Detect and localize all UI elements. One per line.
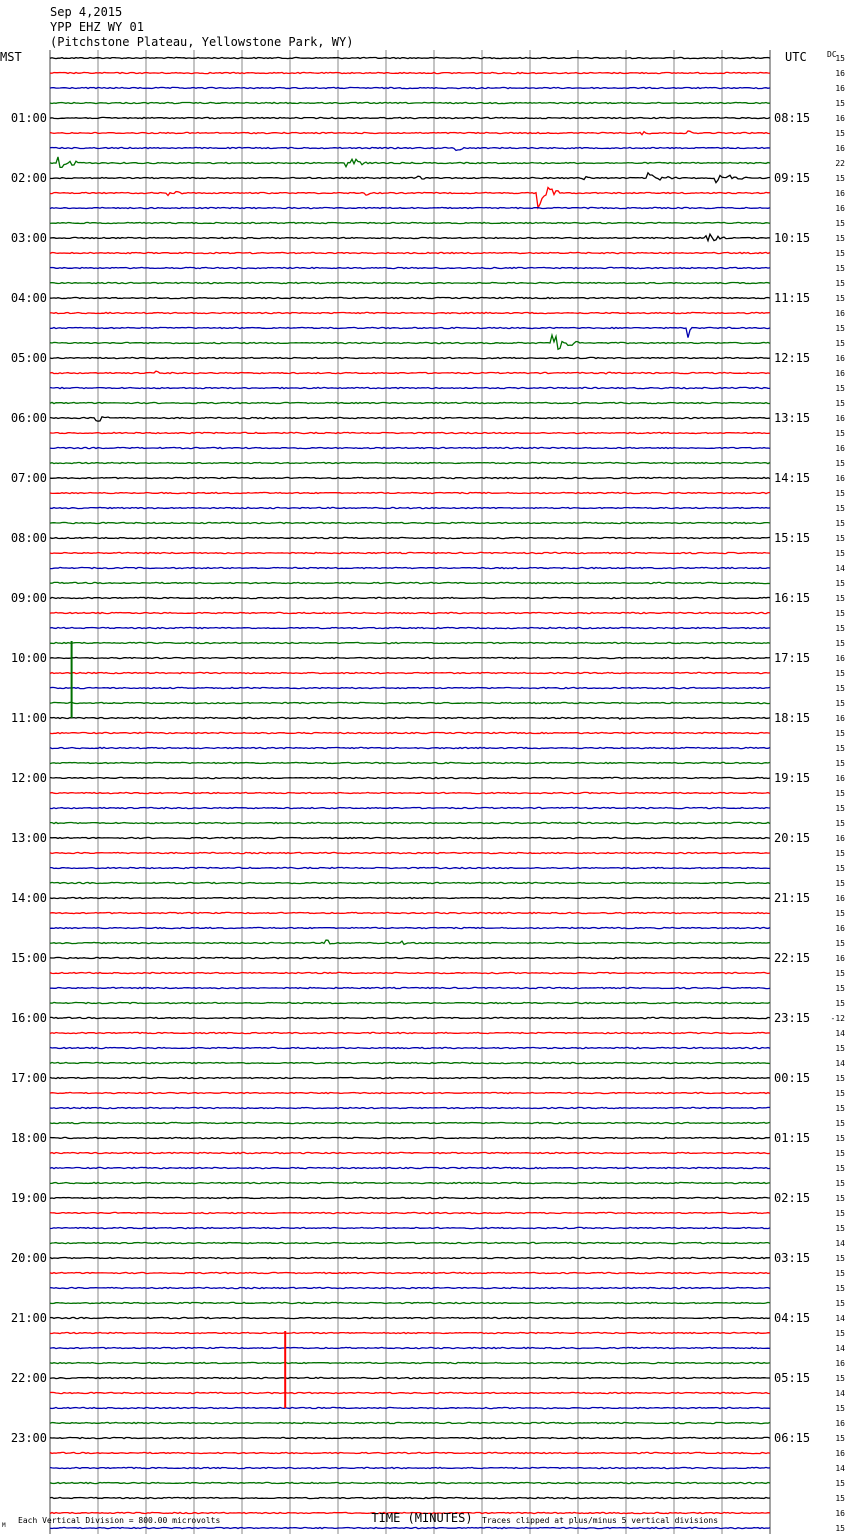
dc-offset-label: 16 [835,654,845,663]
dc-offset-label: 15 [835,1194,845,1203]
dc-offset-label: 15 [835,264,845,273]
trace-row [50,852,770,853]
trace-row [50,432,770,433]
utc-hour-label: 15:15 [774,531,811,545]
trace-row [50,702,770,703]
dc-offset-label: 15 [835,519,845,528]
dc-offset-label: 15 [835,879,845,888]
dc-offset-labels [831,54,846,1534]
trace-row [50,1527,770,1528]
trace-row [50,940,770,944]
mst-hour-label: 12:00 [10,771,47,785]
mst-hour-labels [11,111,47,1445]
trace-row [50,1092,770,1093]
trace-row [50,1467,770,1468]
dc-offset-label: 15 [835,1134,845,1143]
dc-offset-label: 15 [835,1329,845,1338]
trace-row [50,1122,770,1123]
mst-hour-label: 08:00 [10,531,47,545]
trace-row [50,762,770,763]
dc-offset-label: 16 [835,894,845,903]
dc-offset-label: 14 [835,564,845,573]
dc-offset-label: 16 [835,1509,845,1518]
utc-hour-label: 02:15 [774,1191,811,1205]
utc-hour-label: 05:15 [774,1371,811,1385]
dc-offset-label: -12 [830,1014,845,1023]
dc-offset-label: 15 [835,744,845,753]
left-timezone-label: MST [0,50,22,64]
utc-hour-label: 01:15 [774,1131,811,1145]
dc-offset-label: 15 [835,459,845,468]
trace-row [50,252,770,253]
trace-row [50,807,770,808]
dc-offset-label: 15 [835,1089,845,1098]
dc-offset-label: 15 [835,1119,845,1128]
dc-offset-label: 15 [835,579,845,588]
dc-offset-label: 14 [835,1029,845,1038]
trace-row [50,1362,770,1363]
trace-row [50,371,770,374]
trace-row [50,1422,770,1423]
trace-row [50,188,770,208]
dc-offset-label: 15 [835,129,845,138]
dc-offset-label: 15 [835,969,845,978]
dc-offset-label: 15 [835,1179,845,1188]
trace-row [50,567,770,568]
dc-offset-label: 15 [835,1104,845,1113]
trace-row [50,1347,770,1348]
mst-hour-label: 03:00 [10,231,47,245]
trace-row [50,157,770,168]
trace-row [50,612,770,613]
dc-offset-label: 16 [835,69,845,78]
trace-row [50,627,770,628]
dc-offset-label: 15 [835,684,845,693]
trace-row [50,327,770,337]
utc-hour-label: 03:15 [774,1251,811,1265]
trace-row [50,792,770,793]
dc-offset-label: 16 [835,1419,845,1428]
dc-offset-label: 14 [835,1389,845,1398]
mst-hour-label: 18:00 [10,1131,47,1145]
dc-offset-label: 15 [835,594,845,603]
dc-offset-label: 15 [835,1269,845,1278]
dc-offset-label: 15 [835,1284,845,1293]
dc-offset-label: 15 [835,54,845,63]
trace-row [50,1017,770,1018]
dc-offset-label: 15 [835,939,845,948]
dc-offset-label: 15 [835,999,845,1008]
dc-offset-label: 15 [835,1149,845,1158]
trace-row [50,747,770,748]
utc-hour-label: 19:15 [774,771,811,785]
dc-offset-label: 15 [835,549,845,558]
trace-row [50,987,770,988]
mst-hour-label: 04:00 [10,291,47,305]
trace-row [50,1287,770,1288]
dc-offset-label: 16 [835,189,845,198]
trace-row [50,173,770,183]
dc-offset-label: 15 [835,429,845,438]
trace-row [50,1002,770,1003]
utc-hour-label: 23:15 [774,1011,811,1025]
trace-row [50,672,770,673]
mst-hour-label: 23:00 [10,1431,47,1445]
dc-offset-label: 15 [835,534,845,543]
dc-offset-label: 15 [835,1524,845,1533]
dc-offset-label: 15 [835,249,845,258]
trace-row [50,462,770,463]
trace-row [50,1317,770,1318]
trace-row [50,131,770,135]
dc-offset-label: 15 [835,99,845,108]
mst-hour-label: 21:00 [10,1311,47,1325]
trace-row [50,912,770,913]
station-location: (Pitchstone Plateau, Yellowstone Park, WY) [50,35,354,49]
trace-row [50,1227,770,1228]
mst-hour-label: 07:00 [10,471,47,485]
mst-hour-label: 09:00 [10,591,47,605]
dc-offset-label: 15 [835,639,845,648]
mst-hour-label: 01:00 [10,111,47,125]
dc-offset-label: 16 [835,1359,845,1368]
trace-row [50,357,770,358]
trace-row [50,957,770,958]
dc-offset-label: 16 [835,924,845,933]
corner-mark: M [2,1522,6,1529]
dc-offset-label: 16 [835,414,845,423]
dc-offset-label: 15 [835,1374,845,1383]
trace-row [50,867,770,868]
dc-offset-label: 15 [835,399,845,408]
trace-row [50,837,770,838]
trace-row [50,597,770,598]
trace-row [50,1452,770,1453]
dc-offset-label: 15 [835,699,845,708]
chart-date: Sep 4,2015 [50,5,123,19]
dc-offset-label: 15 [835,489,845,498]
dc-offset-label: 16 [835,834,845,843]
dc-offset-label: 15 [835,759,845,768]
trace-row [50,1062,770,1063]
trace-row [50,1257,770,1258]
dc-offset-label: 15 [835,984,845,993]
utc-hour-label: 10:15 [774,231,811,245]
dc-offset-label: 16 [835,714,845,723]
dc-offset-label: 16 [835,354,845,363]
trace-row [50,777,770,778]
dc-offset-label: 15 [835,624,845,633]
mst-hour-label: 06:00 [10,411,47,425]
trace-row [50,1392,770,1393]
dc-offset-label: 22 [835,159,845,168]
dc-offset-label: 16 [835,444,845,453]
trace-row [50,732,770,733]
utc-hour-label: 08:15 [774,111,811,125]
utc-hour-label: 17:15 [774,651,811,665]
trace-row [50,387,770,388]
trace-row [50,1047,770,1048]
dc-offset-label: 15 [835,1434,845,1443]
trace-row [50,687,770,688]
trace-row [50,1212,770,1213]
trace-row [50,882,770,883]
trace-row [50,1032,770,1033]
utc-hour-label: 22:15 [774,951,811,965]
trace-row [50,507,770,508]
mst-hour-label: 22:00 [10,1371,47,1385]
utc-hour-label: 06:15 [774,1431,811,1445]
trace-row [50,72,770,73]
dc-offset-label: 15 [835,339,845,348]
scale-note: Each Vertical Division = 800.00 microvolts [18,1516,221,1525]
mst-hour-label: 02:00 [10,171,47,185]
dc-offset-label: 16 [835,369,845,378]
trace-row [50,102,770,103]
trace-row [50,1497,770,1498]
right-timezone-label: UTC [785,50,807,64]
trace-row [50,822,770,823]
dc-offset-label: 14 [835,1464,845,1473]
station-code: YPP EHZ WY 01 [50,20,144,34]
mst-hour-label: 15:00 [10,951,47,965]
dc-offset-label: 15 [835,1479,845,1488]
dc-offset-label: 15 [835,1224,845,1233]
dc-offset-label: 15 [835,1254,845,1263]
dc-offset-label: 14 [835,1239,845,1248]
clipped-spikes [72,641,286,1408]
dc-offset-label: 16 [835,474,845,483]
trace-row [50,117,770,118]
trace-row [50,1242,770,1243]
dc-offset-label: 14 [835,1314,845,1323]
dc-offset-label: 15 [835,909,845,918]
dc-header-label: DC [827,50,837,59]
dc-offset-label: 15 [835,864,845,873]
utc-hour-label: 21:15 [774,891,811,905]
trace-row [50,312,770,313]
dc-offset-label: 15 [835,609,845,618]
mst-hour-label: 11:00 [10,711,47,725]
dc-offset-label: 15 [835,849,845,858]
trace-row [50,402,770,403]
utc-hour-label: 12:15 [774,351,811,365]
mst-hour-label: 05:00 [10,351,47,365]
dc-offset-label: 16 [835,774,845,783]
dc-offset-label: 15 [835,324,845,333]
trace-row [50,1407,770,1408]
dc-offset-label: 15 [835,504,845,513]
utc-hour-label: 16:15 [774,591,811,605]
trace-row [50,234,770,241]
dc-offset-label: 15 [835,789,845,798]
trace-row [50,927,770,928]
dc-offset-label: 15 [835,1404,845,1413]
dc-offset-label: 15 [835,669,845,678]
dc-offset-label: 16 [835,114,845,123]
trace-row [50,1302,770,1303]
trace-row [50,477,770,478]
utc-hour-label: 14:15 [774,471,811,485]
trace-row [50,1197,770,1198]
trace-row [50,1107,770,1108]
trace-row [50,335,770,349]
dc-offset-label: 15 [835,819,845,828]
dc-offset-label: 15 [835,384,845,393]
dc-offset-label: 15 [835,1209,845,1218]
trace-row [50,207,770,208]
trace-row [50,537,770,538]
trace-lines [50,57,770,1534]
trace-row [50,657,770,658]
trace-row [50,582,770,583]
trace-row [50,1272,770,1273]
utc-hour-label: 04:15 [774,1311,811,1325]
utc-hour-labels [774,111,810,1445]
utc-hour-label: 20:15 [774,831,811,845]
trace-row [50,552,770,553]
clip-note: Traces clipped at plus/minus 5 vertical divisions [482,1516,719,1525]
mst-hour-label: 14:00 [10,891,47,905]
dc-offset-label: 15 [835,729,845,738]
utc-hour-label: 13:15 [774,411,811,425]
trace-row [50,717,770,719]
dc-offset-label: 16 [835,1449,845,1458]
trace-row [50,267,770,268]
mst-hour-label: 13:00 [10,831,47,845]
mst-hour-label: 17:00 [10,1071,47,1085]
trace-row [50,282,770,283]
dc-offset-label: 16 [835,144,845,153]
trace-row [50,1077,770,1078]
trace-row [50,642,770,643]
trace-row [50,897,770,898]
dc-offset-label: 15 [835,279,845,288]
dc-offset-label: 15 [835,174,845,183]
trace-row [50,972,770,973]
dc-offset-label: 16 [835,954,845,963]
utc-hour-label: 00:15 [774,1071,811,1085]
utc-hour-label: 11:15 [774,291,811,305]
utc-hour-label: 18:15 [774,711,811,725]
trace-row [50,1152,770,1153]
trace-row [50,147,770,150]
dc-offset-label: 15 [835,1044,845,1053]
minute-gridlines [50,50,770,1534]
trace-row [50,1437,770,1438]
trace-row [50,1332,770,1333]
trace-row [50,1377,770,1378]
dc-offset-label: 14 [835,1059,845,1068]
dc-offset-label: 14 [835,1344,845,1353]
x-axis-label: TIME (MINUTES) [371,1511,473,1525]
dc-offset-label: 15 [835,219,845,228]
dc-offset-label: 16 [835,204,845,213]
mst-hour-label: 10:00 [10,651,47,665]
trace-row [50,297,770,298]
trace-row [50,1137,770,1138]
trace-row [50,1482,770,1483]
trace-row [50,87,770,88]
trace-row [50,1182,770,1183]
trace-row [50,522,770,523]
trace-row [50,417,770,421]
trace-row [50,222,770,223]
trace-row [50,492,770,493]
mst-hour-label: 19:00 [10,1191,47,1205]
dc-offset-label: 15 [835,234,845,243]
mst-hour-label: 16:00 [10,1011,47,1025]
trace-row [50,1167,770,1168]
dc-offset-label: 16 [835,84,845,93]
dc-offset-label: 16 [835,309,845,318]
dc-offset-label: 15 [835,1164,845,1173]
dc-offset-label: 15 [835,1299,845,1308]
trace-row [50,447,770,448]
dc-offset-label: 15 [835,294,845,303]
utc-hour-label: 09:15 [774,171,811,185]
dc-offset-label: 15 [835,804,845,813]
trace-row [50,57,770,58]
mst-hour-label: 20:00 [10,1251,47,1265]
dc-offset-label: 15 [835,1074,845,1083]
dc-offset-label: 15 [835,1494,845,1503]
